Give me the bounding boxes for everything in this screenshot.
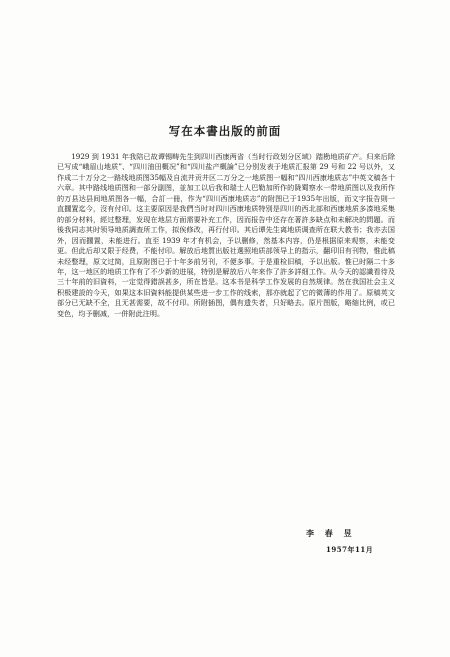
- author-signature: 李 春 昱: [306, 528, 356, 538]
- document-body: [57, 152, 395, 319]
- document-date: 1957年11月: [326, 545, 374, 554]
- document-title: 写在本書出版的前面: [168, 124, 282, 138]
- paragraph: 1929 到 1931 年我陪已故谭锡畴先生到四川西康两省（当时行政划分区域）踏勘地质矿产。归来后除已写成“峨眉山地质”、“四川油田概况”和“四川盐产概論”已分别发表于地质汇报第 29 号和 22 号以外，又作成二十万分之一路线地质图35幅及自流井贡井区二万分之一地质图一幅和“四川西康地质志”中英文稿各十六章。其中路线地质图和一部分副图，並加工以后我和瑞士人巴勒加所作的陇蜀察水一带地质图以及我所作的万县达县间地质图各一幅，合訂一冊，作为“四川西康地质志”的附图已于1935年出版，而文字报告則一直擱置迄今，沒有付印。这主要原因是我們当时对四川西康地质特別是四川的西北部和西康地质多凑地采集的部分材料，經过整理，发现在地层方面需要补充工作，因而报告中还存在著許多缺点和未解决的問題。而後我同志其时领导地质調查所工作，拟俟修改，再行付印。其后谭先生离地质调查所在联大教书；我亦去国外，因而擱置，未能进行。直至 1939 年才有机会，予以删修，然基本内容，仍是根据原来观察，未能变更。但此后却又限于经费，不能付印。解放后地質出版社選照地质部领导上的指示，翻印旧有刊物，惟此稿未经整理，原文过简，且原附图已于十年多前另刊，不便多事。于是重检旧稿，予以出版。惟已时隔二十多年，这一地区的地质工作有了不少新的进展，特别是解放后八年来作了許多詳细工作。从今天的認識看待及三十年前的旧資料，一定觉得錯誤甚多，所在皆是。这本书是科学工作发展的自然规律。然在我国社会主义积极建設的今天，如果这本旧資料能提供某些进一步工作的线索，那亦就起了它的微薄的作用了。原稿英文部分已无缺不全，且无甚需要，故不付印。所附插图，偶有遗失者，只好略去。原片图版，略缩比例，或已变色，均予删减，一併附此注明。: [57, 152, 395, 318]
